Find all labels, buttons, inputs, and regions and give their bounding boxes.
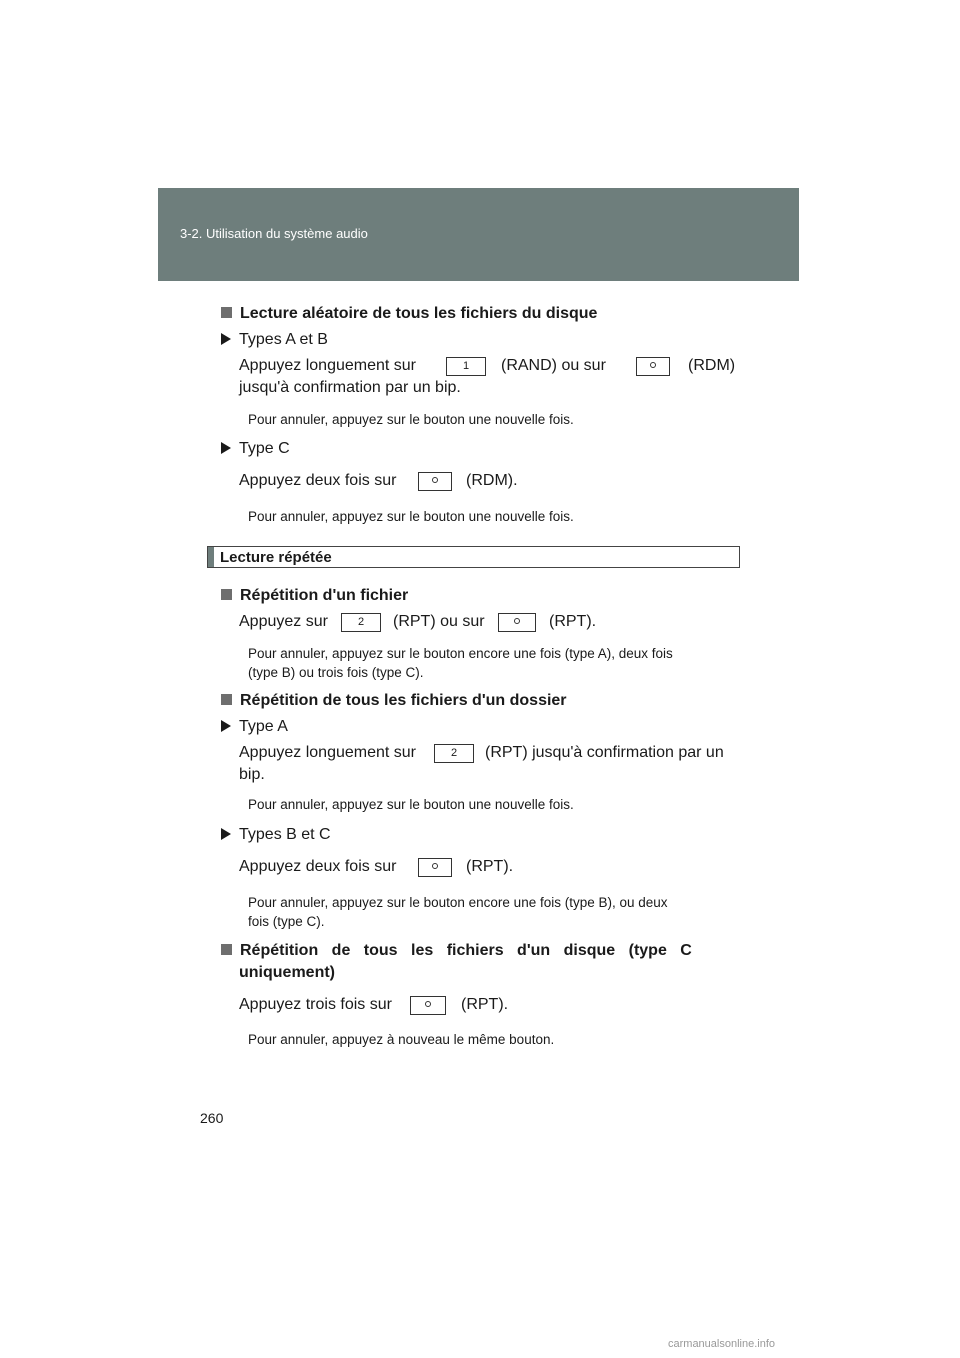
body-text: (RAND) ou sur xyxy=(501,357,606,374)
type-label-ab: Types A et B xyxy=(221,331,328,349)
body-text: Appuyez deux fois sur xyxy=(239,858,397,875)
body-text: Appuyez longuement sur xyxy=(239,357,416,374)
heading-repeat-file: Répétition d'un fichier xyxy=(221,587,408,605)
triangle-bullet-icon xyxy=(221,828,231,840)
button-2-icon: 2 xyxy=(434,744,474,763)
heading-random-disc: Lecture aléatoire de tous les fichiers du disque xyxy=(221,305,597,323)
note-text: (type B) ou trois fois (type C). xyxy=(248,665,424,680)
body-text: Appuyez deux fois sur xyxy=(239,472,397,489)
triangle-bullet-icon xyxy=(221,720,231,732)
body-text: Appuyez trois fois sur xyxy=(239,996,392,1013)
note-text: Pour annuler, appuyez sur le bouton une nouvelle fois. xyxy=(248,412,574,427)
note-text: Pour annuler, appuyez sur le bouton encore une fois (type B), ou deux xyxy=(248,895,668,910)
body-text: jusqu'à confirmation par un bip. xyxy=(239,379,461,396)
body-text: Appuyez longuement sur xyxy=(239,744,416,761)
note-text: Pour annuler, appuyez sur le bouton encore une fois (type A), deux fois xyxy=(248,646,673,661)
body-text: (RPT) ou sur xyxy=(393,613,485,630)
type-label-c: Type C xyxy=(221,440,290,458)
note-text: Pour annuler, appuyez à nouveau le même bouton. xyxy=(248,1032,555,1047)
body-text: (RPT). xyxy=(461,996,509,1013)
section-title: Lecture répétée xyxy=(220,549,332,566)
body-text: (RDM). xyxy=(466,472,518,489)
square-bullet-icon xyxy=(221,589,232,600)
body-text: Appuyez sur xyxy=(239,613,328,630)
body-text: bip. xyxy=(239,766,265,783)
type-label-a: Type A xyxy=(221,718,288,736)
watermark: carmanualsonline.info xyxy=(668,1338,776,1350)
heading-repeat-disc: Répétition de tous les fichiers d'un disque (type C xyxy=(221,942,692,960)
square-bullet-icon xyxy=(221,694,232,705)
body-text: (RPT) jusqu'à confirmation par un xyxy=(485,744,724,761)
folder-down-button-icon xyxy=(418,858,452,877)
folder-down-button-icon xyxy=(498,613,536,632)
triangle-bullet-icon xyxy=(221,442,231,454)
section-accent-bar xyxy=(208,547,214,567)
note-text: Pour annuler, appuyez sur le bouton une nouvelle fois. xyxy=(248,797,574,812)
button-2-icon: 2 xyxy=(341,613,381,632)
body-text: (RPT). xyxy=(466,858,514,875)
square-bullet-icon xyxy=(221,307,232,318)
button-1-icon: 1 xyxy=(446,357,486,376)
body-text: (RDM) xyxy=(688,357,736,374)
chapter-header xyxy=(158,188,799,281)
heading-repeat-disc-cont: uniquement) xyxy=(239,964,335,981)
page-number: 260 xyxy=(200,1110,224,1126)
note-text: Pour annuler, appuyez sur le bouton une nouvelle fois. xyxy=(248,509,574,524)
folder-down-button-icon xyxy=(636,357,670,376)
section-title-box xyxy=(207,546,740,568)
type-label-bc: Types B et C xyxy=(221,826,331,844)
note-text: fois (type C). xyxy=(248,914,325,929)
breadcrumb: 3-2. Utilisation du système audio xyxy=(180,226,368,241)
folder-down-button-icon xyxy=(410,996,446,1015)
triangle-bullet-icon xyxy=(221,333,231,345)
square-bullet-icon xyxy=(221,944,232,955)
folder-down-button-icon xyxy=(418,472,452,491)
body-text: (RPT). xyxy=(549,613,597,630)
heading-repeat-folder: Répétition de tous les fichiers d'un dossier xyxy=(221,692,567,710)
